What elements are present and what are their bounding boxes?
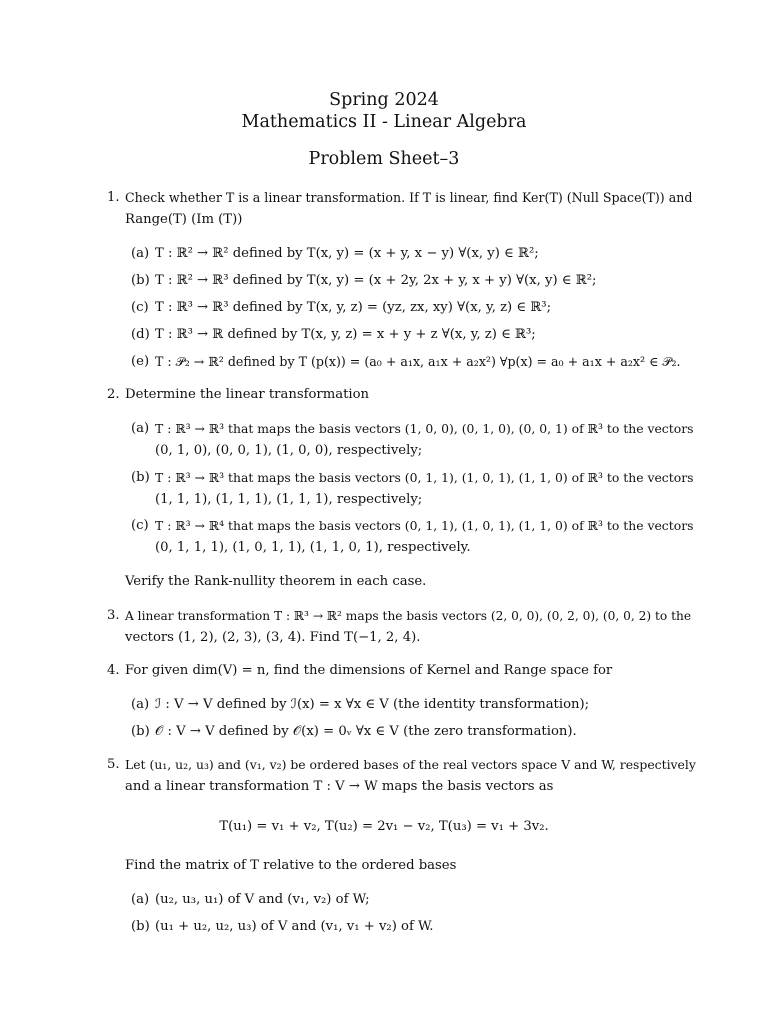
problem-text-line: Range(T) (Im (T)) — [125, 212, 243, 227]
part-text-line: T : ℝ³ → ℝ defined by T(x, y, z) = x + y + z ∀(x, y, z) ∈ ℝ³; — [155, 327, 536, 342]
part-text-line: T : ℝ² → ℝ³ defined by T(x, y) = (x + 2y, 2x + y, x + y) ∀(x, y) ∈ ℝ²; — [155, 273, 597, 288]
part-label: (a) — [131, 421, 150, 436]
display-equation: T(u₁) = v₁ + v₂, T(u₂) = 2v₁ − v₂, T(u₃) = v₁ + 3v₂. — [219, 819, 549, 834]
part-label: (b) — [131, 273, 150, 288]
part-label: (e) — [131, 354, 150, 369]
part-text-line: T : ℝ³ → ℝ³ that maps the basis vectors (1, 0, 0), (0, 1, 0), (0, 0, 1) of ℝ³ to the vectors — [155, 421, 694, 436]
part-text-line: (u₂, u₃, u₁) of V and (v₁, v₂) of W; — [155, 892, 370, 907]
problem-text-line: vectors (1, 2), (2, 3), (3, 4). Find T(−1, 2, 4). — [125, 630, 421, 645]
part-label: (b) — [131, 724, 150, 739]
part-text-line: T : ℝ² → ℝ² defined by T(x, y) = (x + y, x − y) ∀(x, y) ∈ ℝ²; — [155, 246, 539, 261]
part-text-line: (u₁ + u₂, u₂, u₃) of V and (v₁, v₁ + v₂) of W. — [155, 919, 434, 934]
problem-intro-text: Find the matrix of T relative to the ordered bases — [125, 858, 457, 873]
part-text-line: T : ℝ³ → ℝ³ defined by T(x, y, z) = (yz, zx, xy) ∀(x, y, z) ∈ ℝ³; — [155, 300, 552, 315]
part-text-line: T : ℝ³ → ℝ⁴ that maps the basis vectors (0, 1, 1), (1, 0, 1), (1, 1, 0) of ℝ³ to the vectors — [155, 518, 694, 533]
part-label: (b) — [131, 470, 150, 485]
problem-closing-text: Verify the Rank-nullity theorem in each case. — [125, 574, 427, 589]
problem-number: 2. — [107, 387, 120, 402]
part-label: (d) — [131, 327, 150, 342]
part-label: (c) — [131, 518, 149, 533]
problem-number: 5. — [107, 757, 120, 772]
part-label: (a) — [131, 697, 150, 712]
part-text-line: (1, 1, 1), (1, 1, 1), (1, 1, 1), respectively; — [155, 492, 423, 507]
part-label: (b) — [131, 919, 150, 934]
part-text-line: 𝒪 : V → V defined by 𝒪(x) = 0ᵥ ∀x ∈ V (the zero transformation). — [155, 724, 577, 739]
problem-text-line: Determine the linear transformation — [125, 387, 370, 402]
sheet-title: Problem Sheet–3 — [308, 149, 460, 169]
part-text-line: (0, 1, 0), (0, 0, 1), (1, 0, 0), respectively; — [155, 443, 423, 458]
problem-text-line: Let (u₁, u₂, u₃) and (v₁, v₂) be ordered bases of the real vectors space V and W, respectively — [125, 757, 696, 772]
problem-text-line: Check whether T is a linear transformation. If T is linear, find Ker(T) (Null Space(T)) and — [125, 190, 693, 205]
part-label: (a) — [131, 246, 150, 261]
problem-number: 3. — [107, 608, 120, 623]
part-label: (c) — [131, 300, 149, 315]
problem-text-line: and a linear transformation T : V → W maps the basis vectors as — [125, 779, 554, 794]
part-label: (a) — [131, 892, 150, 907]
part-text-line: ℐ : V → V defined by ℐ(x) = x ∀x ∈ V (the identity transformation); — [155, 697, 590, 712]
part-text-line: T : 𝒫₂ → ℝ² defined by T (p(x)) = (a₀ + a₁x, a₁x + a₂x²) ∀p(x) = a₀ + a₁x + a₂x² ∈ 𝒫₂. — [155, 354, 681, 369]
problem-text-line: For given dim(V) = n, find the dimensions of Kernel and Range space for — [125, 663, 613, 678]
problem-number: 4. — [107, 663, 120, 678]
term-title: Spring 2024 — [329, 90, 439, 110]
course-title: Mathematics II - Linear Algebra — [241, 112, 527, 132]
part-text-line: (0, 1, 1, 1), (1, 0, 1, 1), (1, 1, 0, 1), respectively. — [155, 540, 471, 555]
problem-text-line: A linear transformation T : ℝ³ → ℝ² maps the basis vectors (2, 0, 0), (0, 2, 0), (0, 0, 2) to the — [125, 609, 692, 623]
problem-number: 1. — [107, 190, 120, 205]
part-text-line: T : ℝ³ → ℝ³ that maps the basis vectors (0, 1, 1), (1, 0, 1), (1, 1, 0) of ℝ³ to the vectors — [155, 470, 694, 485]
